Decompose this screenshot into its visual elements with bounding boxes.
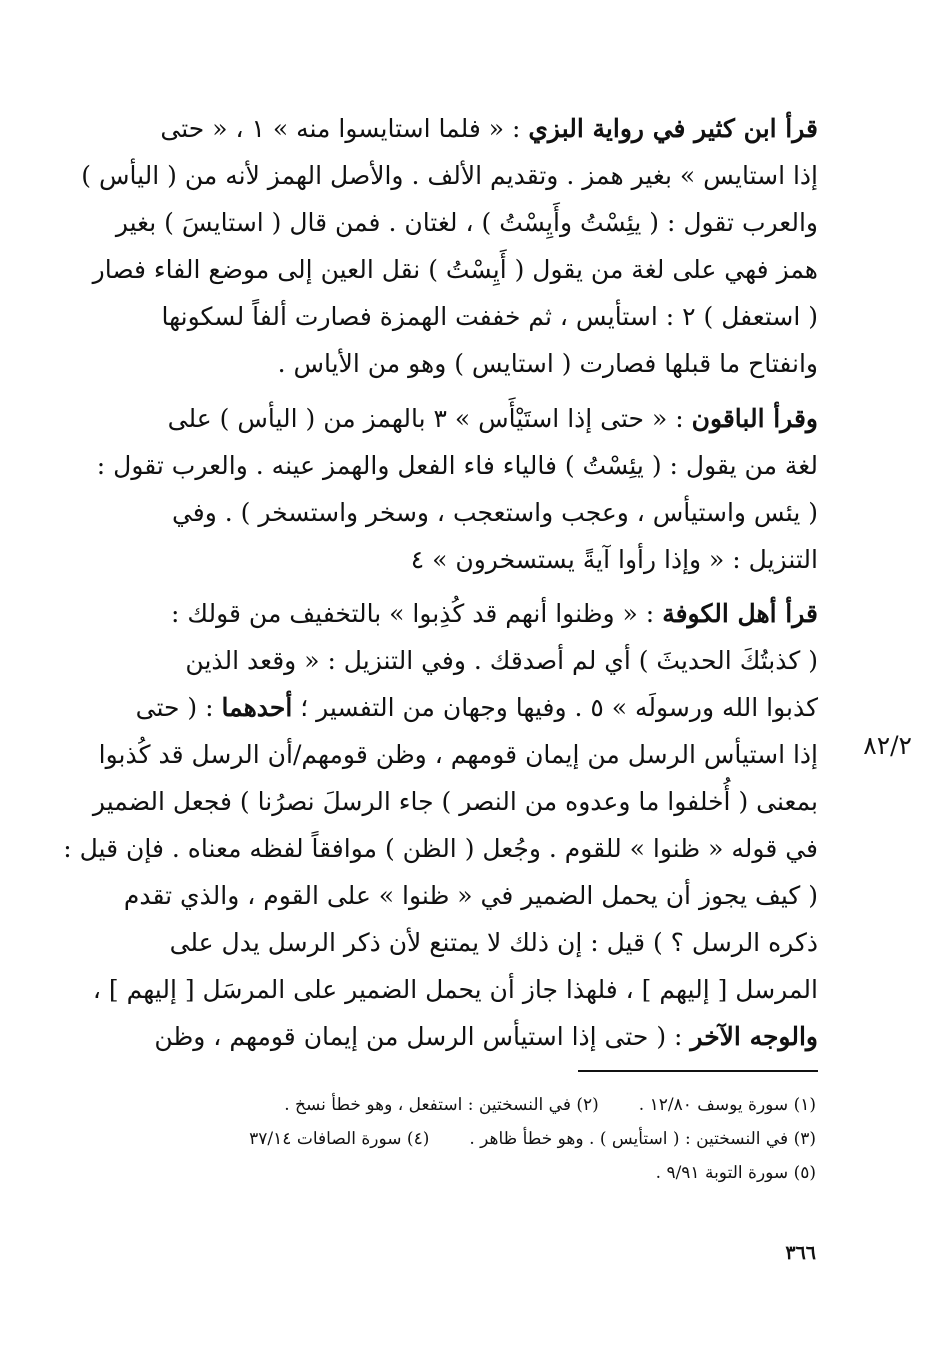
text-line: همز فهي على لغة من يقول ( أَيِسْتُ ) نقل العين إلى موضع الفاء فصار [92, 255, 818, 284]
text-line: قرأ ابن كثير في رواية البزي : « فلما استايسوا منه » ١ ، « حتى [160, 114, 818, 143]
footnote: (٤) سورة الصافات ٣٧/١٤ [249, 1129, 430, 1149]
text-line: لغة من يقول : ( يئِسْتُ ) فالياء فاء الفعل والهمز عينه . والعرب تقول : [96, 451, 818, 480]
text-line: بمعنى ( أُخلفوا ما وعدوه من النصر ) جاء الرسلَ نصرُنا ) فجعل الضمير [92, 787, 818, 816]
footnote-line [160, 1156, 816, 1190]
footnote: (٢) في النسختين : استفعل ، وهو خطأ نسخ . [284, 1095, 599, 1115]
footnotes [160, 1088, 816, 1190]
text-line: المرسل [ إليهم ] ، فلهذا جاز أن يحمل الضمير على المرسَل [ إليهم ] ، [92, 975, 818, 1004]
paragraph-lead: قرأ أهل الكوفة [662, 599, 818, 628]
text-line: التنزيل : « وإذا رأوا آيةً يستسخرون » ٤ [410, 545, 818, 574]
paragraph-al-baqun [96, 395, 818, 583]
manuscript-folio-note: ٨٢/٢ [863, 731, 912, 760]
paragraph-lead: قرأ ابن كثير في رواية البزي [528, 114, 818, 143]
bold-term: والوجه الآخر [690, 1022, 818, 1051]
footnote: (١) سورة يوسف ١٢/٨٠ . [638, 1095, 816, 1115]
text-line: وقرأ الباقون : « حتى إذا استَيْأَس » ٣ بالهمز من ( اليأس ) على [167, 404, 818, 433]
text-line: إذا استايس » بغير همز . وتقديم الألف . والأصل الهمز لأنه من ( اليأس ) [81, 161, 818, 190]
footnote: (٣) في النسختين : ( استأيس ) . وهو خطأ ظاهر . [469, 1129, 816, 1149]
text-line: قرأ أهل الكوفة : « وظنوا أنهم قد كُذِبوا » بالتخفيف من قولك : [171, 599, 818, 628]
text-line: والوجه الآخر : ( حتى إذا استيأس الرسل من إيمان قومهم ، وظن [154, 1022, 818, 1051]
footnote-line [160, 1088, 816, 1122]
page-number: ٣٦٦ [785, 1242, 816, 1264]
text-line: وانفتاح ما قبلها فصارت ( استايس ) وهو من الأياس . [277, 349, 818, 378]
text-line: ( كذبتُكَ الحديثَ ) أي لم أصدقك . وفي التنزيل : « وقعد الذين [185, 646, 818, 675]
text-line: في قوله « ظنوا » للقوم . وجُعل ( الظن ) موافقاً لفظه معناه . فإن قيل : [63, 834, 818, 863]
text-line: والعرب تقول : ( يئِسْتُ وأَيِسْتُ ) ، لغتان . فمن قال ( استايسَ ) بغير [115, 208, 818, 237]
text-line: ( كيف يجوز أن يحمل الضمير في « ظنوا » على القوم ، والذي تقدم [123, 881, 818, 910]
footnote: (٥) سورة التوبة ٩/٩١ . [655, 1163, 816, 1183]
text-line: إذا استيأس الرسل من إيمان قومهم ، وظن قومهم/أن الرسل قد كُذبوا [98, 740, 818, 769]
bold-term: أحدهما [221, 693, 293, 722]
paragraph-lead: وقرأ الباقون [691, 404, 818, 433]
text-line: ( استعفل ) ٢ : استأيس ، ثم خففت الهمزة فصارت ألفاً لسكونها [161, 302, 818, 331]
text-line: كذبوا الله ورسولَه » ٥ . وفيها وجهان من التفسير ؛ أحدهما : ( حتى [135, 693, 818, 722]
paragraph-ahl-al-kufa [63, 590, 818, 1060]
text-line: ذكره الرسل ؟ ) قيل : إن ذلك لا يمتنع لأن ذكر الرسل يدل على [169, 928, 818, 957]
paragraph-ibn-kathir [81, 105, 818, 387]
footnote-divider [578, 1070, 818, 1072]
text-line: ( يئس واستيأس ، وعجب واستعجب ، وسخر واستسخر ) . وفي [171, 498, 818, 527]
footnote-line [160, 1122, 816, 1156]
